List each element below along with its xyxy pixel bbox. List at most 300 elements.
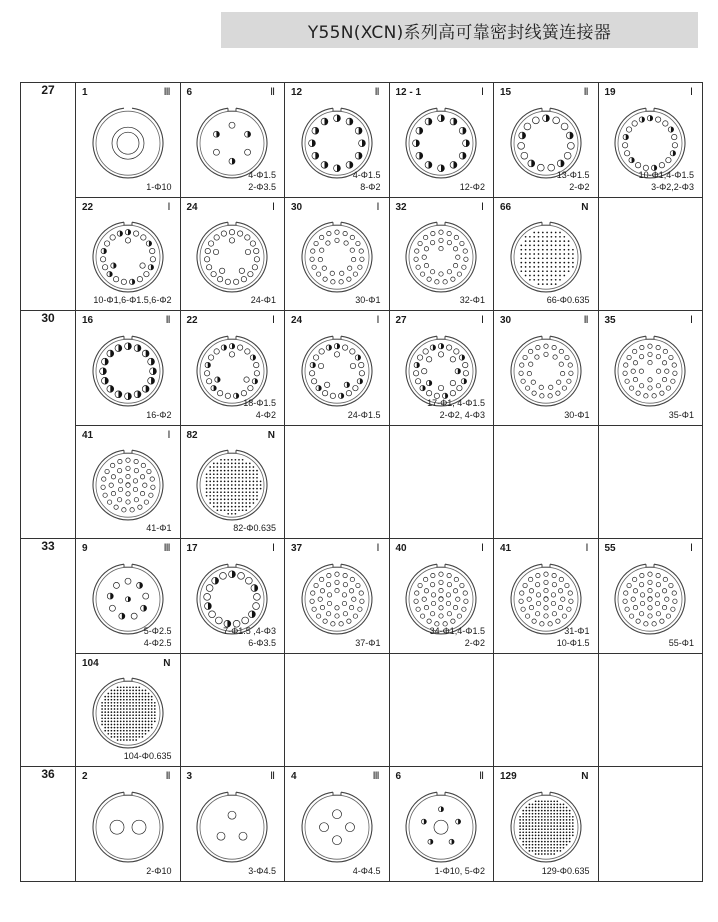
contact-dot [238, 488, 240, 490]
contact-dot [569, 813, 571, 815]
contact-dot [148, 727, 150, 729]
contact-pin [148, 493, 152, 497]
contact-dot [547, 831, 549, 833]
connector-key-notch [228, 336, 236, 339]
contact-pin [254, 371, 259, 376]
contact-dot [141, 727, 143, 729]
contact-dot [546, 275, 548, 277]
contact-pin [640, 345, 644, 349]
contact-dot [129, 702, 131, 704]
pin-count-label: 24 [186, 202, 198, 213]
contact-pin [319, 577, 323, 581]
contact-pin [447, 231, 451, 235]
contact-dot [217, 481, 219, 483]
contact-dot [144, 696, 146, 698]
contact-pin [439, 246, 443, 250]
contact-dot [138, 730, 140, 732]
contact-dot [110, 721, 112, 723]
contact-dot [547, 841, 549, 843]
contact-pin [431, 240, 435, 244]
contact-dot [535, 844, 537, 846]
contact-dot [120, 708, 122, 710]
contact-spec [233, 522, 276, 534]
empty-cell [494, 654, 599, 767]
contact-dot [562, 841, 564, 843]
contact-dot [107, 717, 109, 719]
contact-dot [141, 736, 143, 738]
contact-dot [566, 838, 568, 840]
empty-cell [285, 654, 390, 767]
contact-pin [560, 371, 564, 375]
connector-face-diagram [297, 559, 377, 639]
contact-dot [217, 506, 219, 508]
empty-cell [389, 426, 494, 539]
contact-dot [562, 807, 564, 809]
connector-cell [494, 539, 599, 654]
connector-cell-content [181, 198, 285, 310]
contact-dot [568, 262, 570, 264]
contact-dot [224, 459, 226, 461]
contact-pin [655, 593, 659, 597]
contact-pin [425, 247, 429, 251]
contact-pin [633, 349, 637, 353]
insulator-class-label: Ⅰ [481, 543, 484, 554]
contact-dot [541, 844, 543, 846]
contact-pin [102, 265, 107, 270]
connector-cell [389, 83, 494, 198]
contact-pin [669, 583, 673, 587]
contact-dot [538, 813, 540, 815]
contact-pin [149, 248, 154, 253]
contact-dot [533, 262, 535, 264]
contact-dot [529, 275, 531, 277]
contact-pin [335, 614, 339, 618]
contact-pin [544, 597, 548, 601]
contact-dot [117, 733, 119, 735]
contact-dot [238, 502, 240, 504]
contact-dot [220, 502, 222, 504]
contact-pin [137, 276, 142, 281]
contact-dot [246, 488, 248, 490]
contact-pin [528, 362, 532, 366]
connector-key-notch [542, 792, 550, 795]
contact-pin [214, 235, 219, 240]
contact-dot [120, 727, 122, 729]
contact-dot [553, 844, 555, 846]
connector-cell-content [76, 311, 180, 425]
contact-spec-line: 31-Φ1 [564, 626, 590, 636]
contact-dot [101, 717, 103, 719]
connector-cell [494, 311, 599, 426]
contact-pin [132, 820, 146, 834]
contact-dot [228, 470, 230, 472]
contact-dot [535, 807, 537, 809]
contact-pin [439, 588, 443, 592]
contact-dot [528, 850, 530, 852]
contact-dot [533, 279, 535, 281]
contact-pin [416, 607, 420, 611]
contact-dot [120, 686, 122, 688]
contact-dot [519, 822, 521, 824]
contact-dot [550, 819, 552, 821]
contact-dot [528, 816, 530, 818]
contact-spec-line: 4-Φ2.5 [143, 638, 172, 648]
contact-dot [228, 459, 230, 461]
contact-dot [210, 502, 212, 504]
connector-insert-outline [514, 795, 578, 859]
contact-dot [541, 841, 543, 843]
contact-dot [520, 262, 522, 264]
contact-pin [529, 605, 533, 609]
contact-dot [107, 696, 109, 698]
pin-count-label: 104 [82, 658, 99, 669]
contact-pin [322, 266, 326, 270]
contact-dot [531, 813, 533, 815]
contact-dot [559, 813, 561, 815]
contact-dot [129, 721, 131, 723]
connector-table-row [21, 311, 703, 426]
contact-dot [562, 810, 564, 812]
contact-pin [250, 241, 255, 246]
contact-dot [101, 711, 103, 713]
contact-dot [550, 800, 552, 802]
connector-table-row [21, 539, 703, 654]
contact-dot [535, 810, 537, 812]
connector-key-notch [228, 108, 236, 111]
contact-pin [313, 355, 318, 360]
contact-dot [546, 245, 548, 247]
contact-spec-line: 1-Φ10 [146, 182, 172, 192]
contact-dot [120, 717, 122, 719]
contact-pin [439, 272, 443, 276]
contact-dot [206, 481, 208, 483]
connector-cell [180, 767, 285, 882]
contact-dot [246, 495, 248, 497]
contact-dot [547, 835, 549, 837]
contact-dot [242, 506, 244, 508]
contact-dot [144, 699, 146, 701]
shell-size-label: 30 [41, 311, 55, 325]
contact-pin [560, 597, 564, 601]
contact-dot [107, 724, 109, 726]
contact-pin [648, 386, 652, 390]
contact-dot [220, 506, 222, 508]
contact-spec-line: 13-Φ1.5 [556, 170, 590, 180]
empty-cell [598, 426, 703, 539]
connector-cell [285, 539, 390, 654]
contact-dot [138, 699, 140, 701]
contact-pin [220, 572, 227, 579]
connector-key-notch [542, 564, 550, 567]
contact-dot [572, 819, 574, 821]
contact-dot [538, 847, 540, 849]
contact-dot [550, 831, 552, 833]
contact-pin [150, 477, 154, 481]
contact-dot [120, 690, 122, 692]
contact-dot [144, 733, 146, 735]
contact-pin [627, 355, 631, 359]
contact-dot [550, 844, 552, 846]
contact-dot [135, 717, 137, 719]
contact-dot [132, 730, 134, 732]
contact-dot [528, 810, 530, 812]
contact-dot [213, 495, 215, 497]
contact-dot [522, 828, 524, 830]
connector-key-notch [437, 222, 445, 225]
contact-pin [536, 601, 540, 605]
contact-pin [334, 352, 339, 357]
connector-cell-content [494, 198, 598, 310]
contact-dot [528, 838, 530, 840]
pin-count-label: 30 [291, 202, 303, 213]
insulator-class-label: Ⅲ [163, 87, 171, 98]
contact-pin [648, 597, 652, 601]
contact-pin [439, 385, 444, 390]
connector-cell-content [181, 83, 285, 197]
contact-dot [563, 257, 565, 259]
contact-dot [550, 828, 552, 830]
contact-pin [209, 611, 216, 618]
contact-dot [538, 828, 540, 830]
insulator-class-label: Ⅱ [583, 87, 589, 98]
contact-pin [431, 573, 435, 577]
contact-dot [563, 245, 565, 247]
contact-pin [349, 349, 354, 354]
insulator-class-label: Ⅱ [165, 771, 171, 782]
contact-dot [126, 733, 128, 735]
insulator-class-label: Ⅰ [585, 543, 589, 554]
contact-dot [110, 690, 112, 692]
contact-pin [625, 607, 629, 611]
contact-dot [544, 810, 546, 812]
contact-dot [138, 721, 140, 723]
contact-pin [109, 605, 115, 611]
contact-dot [110, 733, 112, 735]
contact-dot [129, 686, 131, 688]
contact-dot [535, 800, 537, 802]
contact-pin [310, 599, 314, 603]
contact-dot [533, 245, 535, 247]
contact-spec [355, 294, 380, 306]
contact-dot [538, 800, 540, 802]
contact-pin [539, 394, 543, 398]
contact-dot [210, 495, 212, 497]
contact-pin [342, 601, 346, 605]
contact-pin [552, 612, 556, 616]
contact-dot [126, 736, 128, 738]
contact-dot [132, 705, 134, 707]
contact-pin [245, 349, 250, 354]
contact-dot [569, 819, 571, 821]
contact-pin [100, 257, 105, 262]
contact-dot [541, 816, 543, 818]
contact-dot [541, 847, 543, 849]
contact-dot [126, 696, 128, 698]
contact-dot [556, 819, 558, 821]
contact-dot [113, 730, 115, 732]
contact-dot [144, 711, 146, 713]
contact-pin [221, 231, 226, 236]
insulator-class-label: Ⅱ [165, 315, 171, 326]
connector-key-notch [542, 108, 550, 111]
contact-pin [672, 591, 676, 595]
contact-pin [335, 588, 339, 592]
connector-face-diagram [610, 559, 690, 639]
contact-dot [562, 825, 564, 827]
contact-dot [217, 466, 219, 468]
contact-dot [525, 825, 527, 827]
contact-pin [320, 589, 324, 593]
contact-pin [229, 122, 235, 128]
contact-dot [563, 270, 565, 272]
contact-dot [238, 491, 240, 493]
contact-pin [539, 622, 543, 626]
contact-dot [132, 714, 134, 716]
contact-dot [213, 488, 215, 490]
pin-count-label: 3 [186, 771, 193, 782]
contact-pin [624, 591, 628, 595]
pin-count-label: 41 [82, 430, 94, 441]
contact-dot [553, 831, 555, 833]
contact-pin [126, 500, 130, 504]
contact-pin [656, 345, 660, 349]
pin-count-label: 19 [604, 87, 616, 98]
contact-dot [123, 699, 125, 701]
contact-pin [110, 235, 115, 240]
contact-dot [535, 813, 537, 815]
contact-dot [562, 819, 564, 821]
connector-cell-content [181, 539, 285, 653]
contact-dot [107, 730, 109, 732]
contact-pin [648, 588, 652, 592]
contact-dot [522, 813, 524, 815]
contact-spec [460, 294, 485, 306]
empty-cell [285, 426, 390, 539]
contact-dot [135, 699, 137, 701]
contact-spec-line: 4-Φ1.5 [352, 170, 381, 180]
contact-pin [418, 583, 422, 587]
contact-dot [559, 249, 561, 251]
contact-pin [640, 582, 644, 586]
contact-pin [349, 605, 353, 609]
contact-dot [531, 828, 533, 830]
contact-dot [538, 838, 540, 840]
contact-pin [527, 597, 531, 601]
contact-dot [220, 509, 222, 511]
contact-dot [556, 800, 558, 802]
contact-pin [555, 391, 559, 395]
connector-key-notch [333, 792, 341, 795]
contact-dot [238, 481, 240, 483]
contact-dot [224, 491, 226, 493]
contact-pin [205, 371, 210, 376]
contact-pin [548, 394, 552, 398]
contact-pin [330, 393, 335, 398]
shell-size-label: 33 [41, 539, 55, 553]
contact-pin [323, 619, 327, 623]
contact-dot [546, 279, 548, 281]
contact-pin [326, 231, 330, 235]
contact-dot [206, 484, 208, 486]
contact-pin [431, 582, 435, 586]
contact-dot [533, 236, 535, 238]
contact-pin [335, 606, 339, 610]
contact-dot [542, 257, 544, 259]
contact-dot [110, 699, 112, 701]
contact-dot [559, 245, 561, 247]
contact-dot [117, 717, 119, 719]
connector-table-row [21, 426, 703, 539]
contact-pin [450, 357, 455, 362]
contact-dot [206, 477, 208, 479]
contact-dot [120, 711, 122, 713]
contact-pin [566, 379, 570, 383]
contact-dot [246, 470, 248, 472]
contact-dot [220, 459, 222, 461]
contact-pin [531, 380, 535, 384]
contact-pin [425, 589, 429, 593]
contact-dot [242, 477, 244, 479]
contact-pin [463, 249, 467, 253]
document-title: Y55N(XCN)系列高可靠密封线簧连接器 [307, 22, 612, 43]
contact-dot [123, 708, 125, 710]
contact-pin [230, 352, 235, 357]
contact-pin [310, 249, 314, 253]
connector-shell-outline [93, 792, 163, 862]
connector-cell [389, 539, 494, 654]
contact-dot [529, 266, 531, 268]
contact-pin [141, 463, 145, 467]
contact-dot [528, 804, 530, 806]
contact-pin [143, 271, 148, 276]
insulator-class-label: Ⅰ [376, 543, 380, 554]
contact-dot [550, 253, 552, 255]
contact-dot [138, 711, 140, 713]
contact-pin [327, 593, 331, 597]
contact-pin [137, 505, 141, 509]
contact-dot [231, 459, 233, 461]
contact-dot [541, 813, 543, 815]
connector-cell-content [494, 539, 598, 653]
contact-dot [559, 831, 561, 833]
contact-dot [123, 721, 125, 723]
connector-cell-content [181, 767, 285, 881]
contact-pin [343, 612, 347, 616]
contact-pin [238, 231, 243, 236]
contact-dot [559, 262, 561, 264]
contact-dot [568, 240, 570, 242]
contact-dot [228, 506, 230, 508]
contact-pin [534, 355, 538, 359]
shell-size-label: 36 [41, 767, 55, 781]
contact-dot [533, 249, 535, 251]
connector-key-notch [124, 678, 132, 681]
contact-pin [553, 117, 560, 124]
contact-pin [110, 463, 114, 467]
contact-spec [248, 865, 276, 877]
connector-face-diagram [88, 445, 168, 525]
contact-dot [529, 262, 531, 264]
contact-dot [563, 236, 565, 238]
contact-pin [246, 249, 251, 254]
contact-pin [660, 391, 664, 395]
contact-pin [214, 249, 219, 254]
contact-dot [231, 477, 233, 479]
contact-pin [460, 583, 464, 587]
contact-pin [359, 249, 363, 253]
contact-spec-line: 2-Φ3.5 [248, 182, 276, 192]
contact-dot [541, 853, 543, 855]
